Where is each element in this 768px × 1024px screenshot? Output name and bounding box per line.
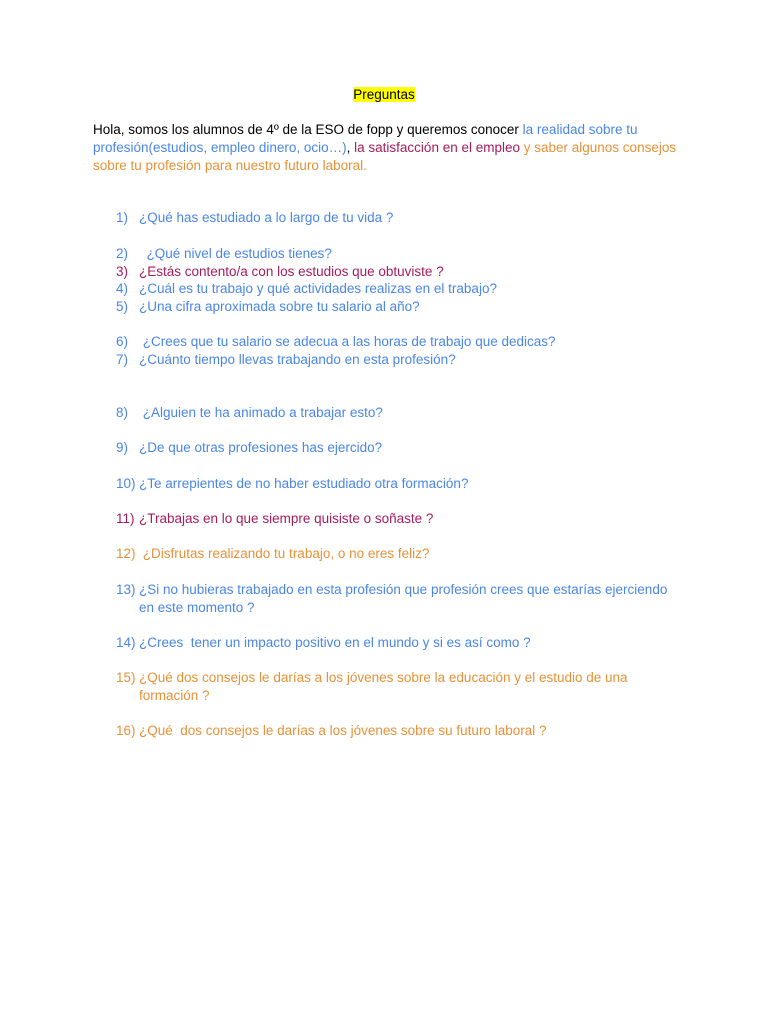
question-item: [116, 245, 676, 263]
question-number: 9): [116, 440, 129, 455]
question-number: 15): [116, 670, 136, 685]
question-text: ¿Qué nivel de estudios tienes?: [139, 246, 332, 261]
question-item: [116, 634, 676, 652]
question-number: 7): [116, 352, 129, 367]
question-item: [116, 351, 676, 369]
question-number: 11): [116, 511, 135, 526]
question-item: [116, 581, 676, 617]
question-number: 1): [116, 210, 129, 225]
intro-text-red: la satisfacción en el empleo: [354, 140, 520, 155]
question-text: ¿Estás contento/a con los estudios que obtuviste ?: [139, 264, 444, 279]
question-text: ¿Qué has estudiado a lo largo de tu vida ?: [139, 210, 394, 225]
question-item: [116, 545, 676, 563]
question-number: 13): [116, 582, 136, 597]
question-text: ¿Alguien te ha animado a trabajar esto?: [139, 405, 383, 420]
question-text: ¿Si no hubieras trabajado en esta profesión que profesión crees que estarías ejerciendo en este momento ?: [139, 582, 668, 615]
question-text: ¿Trabajas en lo que siempre quisiste o soñaste ?: [139, 511, 434, 526]
question-text: ¿Cuál es tu trabajo y qué actividades realizas en el trabajo?: [139, 281, 497, 296]
question-item: [116, 510, 676, 528]
question-item: [116, 333, 676, 351]
question-item: [116, 298, 676, 316]
question-item: [116, 280, 676, 298]
question-number: 8): [116, 405, 129, 420]
question-number: 5): [116, 299, 129, 314]
intro-text-black: Hola, somos los alumnos de 4º de la ESO de fopp y queremos conocer: [93, 122, 523, 137]
page-title: [0, 86, 768, 104]
question-item: [116, 404, 676, 422]
intro-paragraph: [93, 121, 678, 175]
question-number: 6): [116, 334, 129, 349]
question-text: ¿Disfrutas realizando tu trabajo, o no eres feliz?: [139, 546, 430, 561]
intro-text-orange: y saber algunos consejos sobre tu profesión para nuestro futuro laboral.: [93, 140, 677, 173]
question-text: ¿Qué dos consejos le darías a los jóvenes sobre la educación y el estudio de una formación ?: [139, 670, 628, 703]
question-text: ¿Crees tener un impacto positivo en el mundo y si es así como ?: [139, 635, 531, 650]
question-item: [116, 209, 676, 227]
question-item: [116, 669, 676, 705]
question-number: 14): [116, 635, 136, 650]
question-text: ¿De que otras profesiones has ejercido?: [139, 440, 383, 455]
question-item: [116, 439, 676, 457]
question-number: 4): [116, 281, 129, 296]
question-text: ¿Crees que tu salario se adecua a las horas de trabajo que dedicas?: [139, 334, 556, 349]
question-text: ¿Qué dos consejos le darías a los jóvenes sobre su futuro laboral ?: [139, 723, 547, 738]
intro-text-comma: ,: [346, 140, 355, 155]
question-number: 3): [116, 264, 129, 279]
question-item: [116, 722, 676, 740]
question-number: 12): [116, 546, 136, 561]
title-highlight: Preguntas: [353, 87, 415, 102]
question-text: ¿Te arrepientes de no haber estudiado otra formación?: [139, 476, 469, 491]
question-text: ¿Cuánto tiempo llevas trabajando en esta profesión?: [139, 352, 456, 367]
intro-text-blue: la realidad sobre tu profesión(estudios, empleo dinero, ocio…): [93, 122, 638, 155]
question-text: ¿Una cifra aproximada sobre tu salario al año?: [139, 299, 420, 314]
question-number: 10): [116, 476, 136, 491]
question-number: 2): [116, 246, 129, 261]
question-item: [116, 475, 676, 493]
question-item: [116, 263, 676, 281]
question-number: 16): [116, 723, 136, 738]
